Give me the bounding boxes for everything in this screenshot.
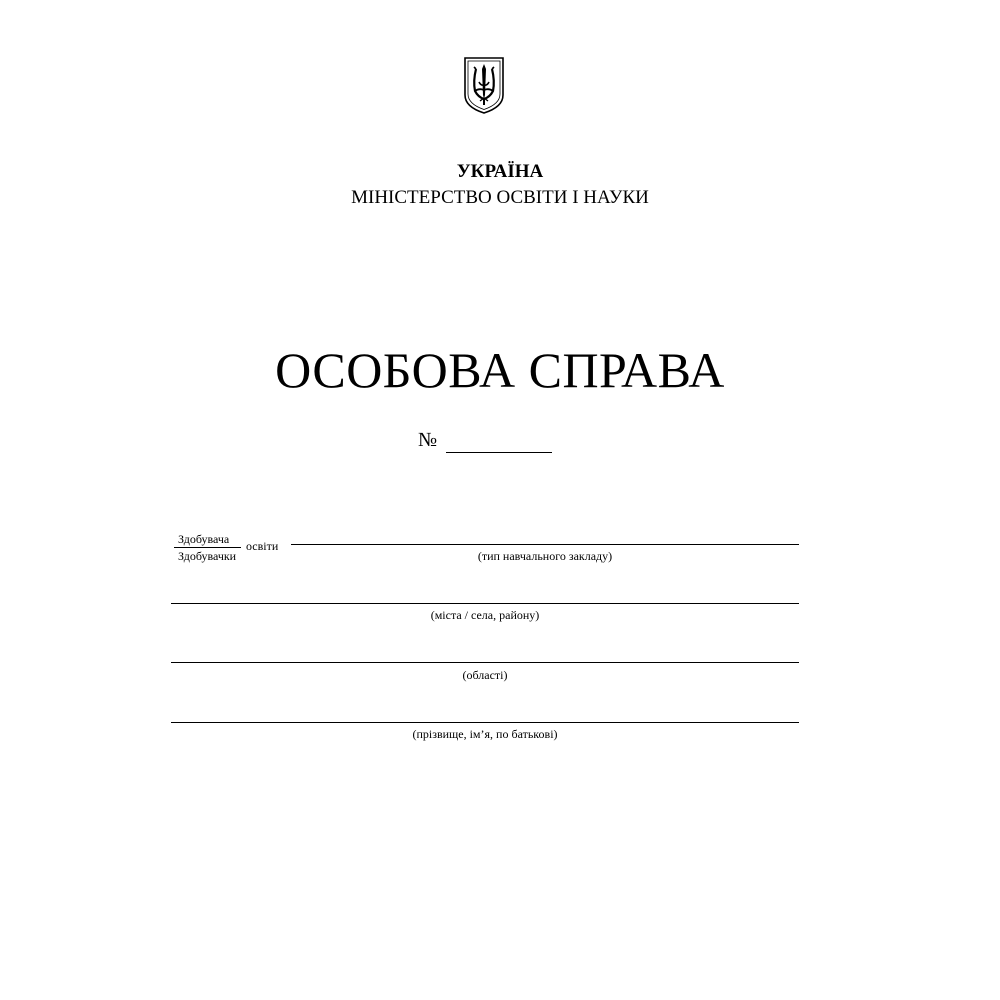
education-label: освіти <box>246 539 279 553</box>
institution-type-caption: (тип навчального закладу) <box>477 549 613 563</box>
recipient-masculine-label: Здобувача <box>178 532 230 546</box>
coat-of-arms-icon <box>462 55 506 115</box>
region-field[interactable] <box>171 662 799 663</box>
city-district-field[interactable] <box>171 603 799 604</box>
document-title: ОСОБОВА СПРАВА <box>275 342 725 398</box>
recipient-divider <box>174 547 241 548</box>
ministry-name: МІНІСТЕРСТВО ОСВІТИ І НАУКИ <box>351 187 649 208</box>
country-name: УКРАЇНА <box>456 161 544 182</box>
city-district-caption: (міста / села, району) <box>430 608 540 622</box>
document-number-field[interactable] <box>446 452 552 453</box>
institution-type-field[interactable] <box>291 544 799 545</box>
number-sign: № <box>418 429 438 451</box>
full-name-field[interactable] <box>171 722 799 723</box>
recipient-feminine-label: Здобувачки <box>178 549 237 563</box>
region-caption: (області) <box>462 668 508 682</box>
full-name-caption: (прізвище, ім’я, по батькові) <box>412 727 558 741</box>
